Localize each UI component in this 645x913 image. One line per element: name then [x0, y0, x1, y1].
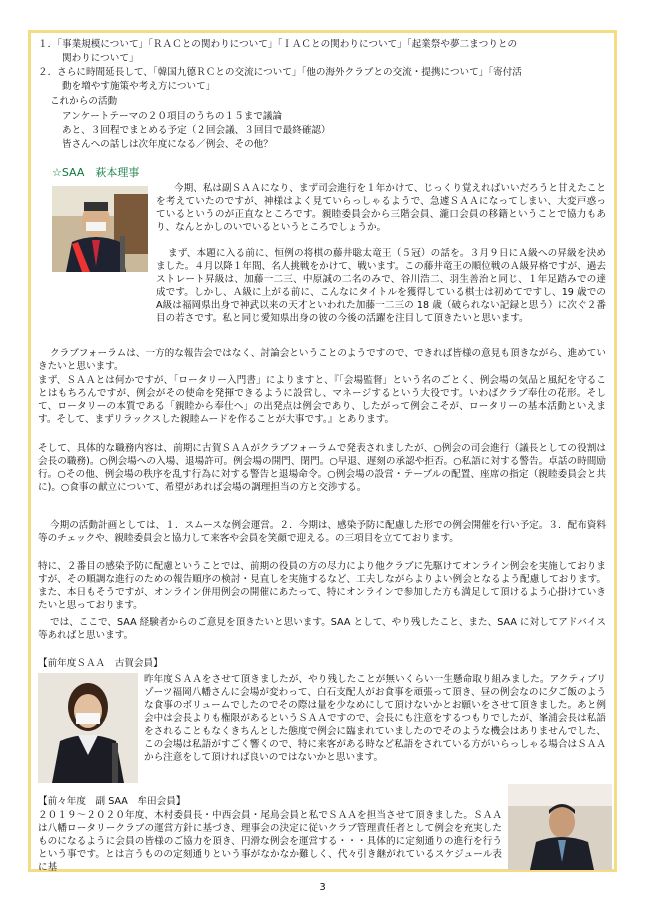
agenda-item-1-cont: 関わりについて」: [62, 53, 139, 64]
saa-paragraph-forum: クラブフォーラムは、一方的な報告会ではなく、討論会ということのようですので、できれば皆様の意見も頂きながら、進めていきたいと思います。: [38, 348, 606, 372]
speaker-photo-mouta: [508, 784, 612, 870]
saa-paragraph-definition: まず、ＳＡＡとは何かですが、「ロータリー入門書」によりますと、『「会場監督」という名のごとく、例会場の気品と風紀を守ることはもちろんですが、例会がその使命を発揮できるように設営し、マネージするという大役です。いわばクラブ奉仕の花形。そして、ロータリーの本質である「親睦から奉仕へ」の出発点は例会であり、したがって例会こそが、ロータリーの基本活動といえます。そして、まずリラックスした親睦ムードを作ることが大事です。』とあります。: [38, 375, 606, 425]
agenda-item-1: １．「事業規模について」「ＲＡＣとの関わりについて」「ＩＡＣとの関わりについて」「起業祭や夢二まつりとの: [38, 39, 518, 50]
saa-paragraph-duties: そして、具体的な職務内容は、前期に古賀ＳＡＡがクラブフォーラムで発表されましたが、○例会の司会進行（議長としての役割は会長の職務)。○例会場への入場、退場許可。例会場の開門、閉門。○早退、遅刻の承認や拒否。○私語に対する警告。卓話の時間励行。○その他、例会場の秩序を乱す行為に対する警告と退場命令。○例会場の設営・テーブルの配置、座席の指定（親睦委員会と共に)。○食事の献立について、希望があれば会場の調理担当の方と交渉する。: [38, 443, 606, 493]
agenda-item-2: ２．さらに時間延長して、「韓国九德ＲＣとの交流について」「他の海外クラブとの交流・提携について」「寄付活: [38, 67, 522, 78]
koga-label: 【前年度ＳＡＡ 古賀会員】: [38, 658, 163, 669]
saa-intro-paragraph: 今期、私は副ＳＡＡになり、まず司会進行を１年かけて、じっくり覚えればいいだろうと甘えたことを考えていたのですが、神様はよく見ていらっしゃるようで、急遽ＳＡＡになってしまい、大変戸惑っているというのが正直なところです。親睦委員会から三階会員、瀧口会員の移籍ということで協力もあり、なんとかしのいでいるというところでしょうか。: [156, 183, 606, 233]
saa-paragraph-infection: 特に、２番目の感染予防に配慮ということでは、前期の役員の方の尽力により他クラブに先駆けてオンライン例会を実施しておりますが、その順調な進行のための報告順序の検討・見直しを実施するなど、工夫しながらよりよい例会となるよう配慮しております。また、本日もそうですが、オンライン併用例会の開催にあたって、特にオンラインで参加した方も満足して頂けるよう心掛けていきたいと思っております。: [38, 561, 606, 611]
mouta-label: 【前々年度 副 SAA 牟田会員】: [38, 796, 186, 807]
saa-paragraph-fujii: [38, 247, 606, 325]
future-activity-1: アンケートテーマの２０項目のうちの１５まで議論: [62, 111, 283, 122]
speaker-photo-koga: [38, 673, 138, 783]
saa-paragraph-plan: 今期の活動計画としては、１．スムースな例会運営。２．今期は、感染予防に配慮した形での例会開催を行い予定。３．配布資料等のチェックや、親睦委員会と協力して来客や会員を笑顔で迎える。の三項目を立てております。: [38, 520, 606, 544]
future-activity-2: あと、３回程でまとめる予定（２回会議、３回目で最終確認）: [62, 125, 331, 136]
saa-paragraph-request: では、ここで、SAA 経験者からのご意見を頂きたいと思います。SAA として、やり残したこと、また、SAA に対してアドバイス等あればと思います。: [38, 617, 606, 641]
mouta-comment: ２０１９～２０２０年度、木村委員長・中西会員・尾鳥会員と私でＳＡＡを担当させて頂きました。ＳＡＡは八幡ロータリークラブの運営方針に基づき、理事会の決定に従いクラブ管理責任者として例会を充実したものになるように会員の皆様のご協力を頂き、円滑な例会を運営する・・・具体的に定刻通りの進行を行うという事です。とは言うものの定刻通りという事がなかなか難しく、代々引き継がれているスケジュール表に基: [38, 810, 502, 873]
saa-heading: ☆SAA 萩本理事: [52, 166, 140, 179]
future-activity-3: 皆さんへの話しは次年度になる／例会、その他？: [62, 139, 273, 150]
future-activities-title: これからの活動: [50, 96, 118, 107]
koga-comment: 昨年度ＳＡＡをさせて頂きましたが、やり残したことが無いくらい一生懸命取り組みました。アクティブリゾーツ福岡八幡さんに会場が変わって、白石支配人がお食事を頑張って頂き、昼の例会なのに夕ご飯のような食事のボリュームでしたのでその際は量を少なめにして頂けないかとお願いをさせて頂きました。あと例会中は会長よりも権限があるというＳＡＡですので、会長にも注意をするつもりでしたが、峯浦会長は私語をされることもなくきちんとした態度で例会に臨まれていましたのでそのような機会はありませんでした、この会場は私語がすごく響くので、特に来客がある時など私語をされている方がいらっしゃる場合はＳＡＡから注意をして頂ければ良いのではないかと思います。: [144, 674, 606, 763]
page-number: 3: [319, 882, 326, 893]
saa-paragraph-fujii-text: まず、本題に入る前に、恒例の将棋の藤井聡太竜王（５冠）の話を。３月９日にＡ級への昇級を決めました。４月以降１年間、名人挑戦をかけて、戦います。この藤井竜王の順位戦のＡ級昇格ですが、過去ストレート昇級は、加藤一二三、中原誠の二名のみで、谷川浩二、羽生善治と同じ、１年足踏みでの達成です。しかし、Ａ級に上がる前に、こんなにタイトルを獲得している棋士は初めてですし、19 歳での A級は福岡県出身で神武以来の天才といわれた加藤一二三の 18 歳（破られない記録と思う）に次ぐ２番目の若さです。私と同じ愛知県出身の彼の今後の活躍を注目して頂きたいと思います。: [156, 248, 606, 324]
agenda-item-2-cont: 動を増やす施策や考え方について」: [62, 81, 216, 92]
